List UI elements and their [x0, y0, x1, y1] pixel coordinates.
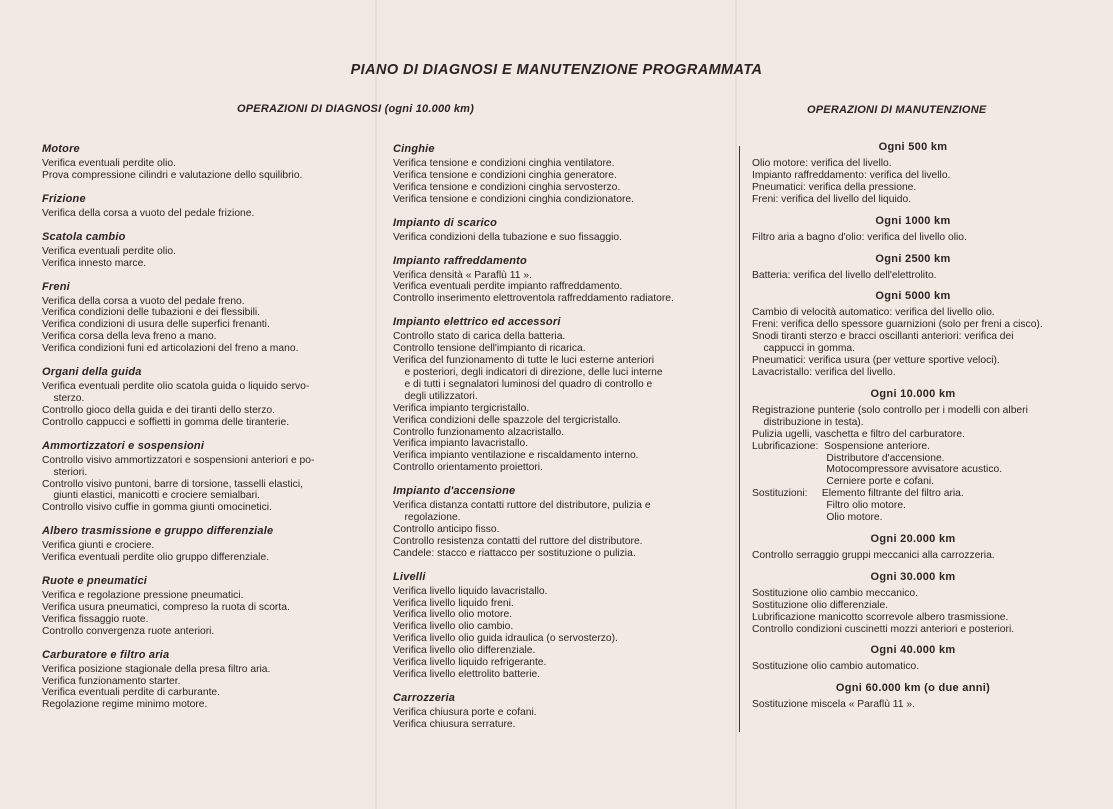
section-line: Verifica chiusura porte e cofani. — [393, 706, 537, 718]
section-line: Sostituzione olio differenziale. — [752, 599, 889, 611]
section-line: Distributore d'accensione. — [752, 452, 945, 464]
section-title: Albero trasmissione e gruppo differenziale — [42, 525, 274, 538]
section-line: Verifica eventuali perdite olio. — [42, 245, 176, 257]
section-title: Impianto di scarico — [393, 216, 498, 229]
section-line: Controllo anticipo fisso. — [393, 523, 500, 535]
maintenance-heading: OPERAZIONI DI MANUTENZIONE — [807, 104, 987, 116]
diagnosis-column-right — [393, 142, 723, 741]
section-line: Verifica eventuali perdite di carburante. — [42, 687, 221, 699]
section-line: Lubrificazione manicotto scorrevole albero trasmissione. — [752, 611, 1009, 623]
section-line: Controllo condizioni cuscinetti mozzi anteriori e posteriori. — [752, 623, 1015, 635]
section — [393, 254, 723, 306]
section-title: Ogni 60.000 km (o due anni) — [835, 682, 991, 695]
section-title: Scatola cambio — [42, 230, 126, 243]
section-line: Olio motore: verifica del livello. — [752, 158, 892, 169]
section-line: Controllo visivo cuffie in gomma giunti omocinetici. — [42, 502, 272, 514]
section-line: Freni: verifica dello spessore guarnizioni (solo per freni a cisco). — [752, 319, 1043, 331]
diagnosis-heading: OPERAZIONI DI DIAGNOSI (ogni 10.000 km) — [237, 103, 475, 115]
section-line: Batteria: verifica del livello dell'elettrolito. — [752, 269, 937, 281]
section-line: Prova compressione cilindri e valutazione dello squilibrio. — [42, 169, 303, 181]
section-line: Controllo tensione dell'impianto di ricarica. — [393, 343, 586, 355]
section-line: Registrazione punterie (solo controllo per i modelli con alberi — [752, 404, 1028, 416]
section-line: Verifica livello liquido refrigerante. — [393, 657, 547, 669]
section-line: sterzo. — [42, 392, 85, 404]
section-line: Verifica condizioni delle spazzole del tergicristallo. — [393, 414, 621, 426]
section-line: Sostituzione olio cambio automatico. — [752, 661, 920, 673]
section-line: Pneumatici: verifica della pressione. — [752, 181, 917, 193]
section-line: Verifica della corsa a vuoto del pedale freno. — [42, 295, 245, 307]
section-title: Impianto elettrico ed accessori — [393, 316, 561, 329]
section-line: Verifica condizioni della tubazione e suo fissaggio. — [393, 231, 622, 243]
section-title: Freni — [42, 280, 70, 293]
section-line: Verifica posizione stagionale della presa filtro aria. — [42, 663, 271, 675]
section-line: Verifica funzionamento starter. — [42, 675, 181, 687]
section-title: Carburatore e filtro aria — [42, 648, 170, 661]
section-title: Ogni 5000 km — [875, 290, 951, 303]
section-line: Controllo convergenza ruote anteriori. — [42, 625, 215, 637]
section-line: Sostituzione olio cambio meccanico. — [752, 587, 918, 599]
section — [752, 387, 1074, 524]
section — [42, 365, 367, 429]
section — [752, 681, 1074, 711]
section-title: Ogni 2500 km — [875, 252, 951, 265]
section-line: e posteriori, degli indicatori di direzione, delle luci interne — [393, 366, 663, 378]
section-line: Verifica eventuali perdite olio. — [42, 158, 176, 169]
section — [42, 439, 367, 515]
section-line: Verifica tensione e condizioni cinghia ventilatore. — [393, 158, 615, 169]
section-line: Verifica della corsa a vuoto del pedale frizione. — [42, 207, 255, 219]
section-line: Verifica distanza contatti ruttore del distributore, pulizia e — [393, 500, 651, 512]
section-line: Pulizia ugelli, vaschetta e filtro del carburatore. — [752, 428, 965, 440]
section — [752, 570, 1074, 636]
section — [42, 230, 367, 270]
section-line: distribuzione in testa). — [752, 416, 864, 428]
section-line: Verifica corsa della leva freno a mano. — [42, 331, 217, 343]
section-title: Cinghie — [393, 143, 435, 155]
section-title: Ogni 500 km — [878, 141, 948, 153]
section — [42, 524, 367, 564]
section — [752, 643, 1074, 673]
section-line: Filtro olio motore. — [752, 500, 906, 512]
section-line: Controllo funzionamento alzacristallo. — [393, 426, 565, 438]
section — [752, 289, 1074, 378]
section — [752, 532, 1074, 562]
section-line: Motocompressore avvisatore acustico. — [752, 464, 1003, 476]
section-line: Controllo serraggio gruppi meccanici alla carrozzeria. — [752, 549, 995, 561]
section-line: e di tutti i segnalatori luminosi del quadro di controllo e — [393, 378, 653, 390]
section — [42, 574, 367, 638]
section-line: Verifica livello olio motore. — [393, 609, 513, 621]
section-line: Impianto raffreddamento: verifica del livello. — [752, 169, 951, 181]
section-line: Filtro aria a bagno d'olio: verifica del livello olio. — [752, 231, 967, 243]
section-line: Controllo cappucci e soffietti in gomma delle tiranterie. — [42, 416, 290, 428]
section — [393, 142, 723, 206]
section-line: Verifica tensione e condizioni cinghia condizionatore. — [393, 193, 634, 205]
section-line: Verifica livello olio differenziale. — [393, 645, 536, 657]
section-line: Olio motore. — [752, 512, 883, 524]
section-line: Sostituzione miscela « Paraflù 11 ». — [752, 699, 915, 711]
section-line: Controllo visivo ammortizzatori e sospensioni anteriori e po- — [42, 454, 315, 466]
section — [393, 570, 723, 681]
section-line: Controllo gioco della guida e dei tiranti dello sterzo. — [42, 404, 275, 416]
section-line: Pneumatici: verifica usura (per vetture sportive veloci). — [752, 355, 1000, 367]
section-line: steriori. — [42, 466, 88, 478]
section-line: Cambio di velocità automatico: verifica del livello olio. — [752, 307, 995, 319]
section — [393, 315, 723, 474]
section-line: Cerniere porte e cofani. — [752, 476, 934, 488]
section-line: Verifica eventuali perdite olio scatola guida o liquido servo- — [42, 381, 310, 393]
section-line: Verifica impianto lavacristallo. — [393, 438, 529, 450]
section-line: Verifica fissaggio ruote. — [42, 613, 149, 625]
section-line: Verifica condizioni delle tubazioni e dei flessibili. — [42, 307, 261, 319]
section-line: giunti elastici, manicotti e crociere semialbari. — [42, 490, 261, 502]
section-line: Candele: stacco e riattacco per sostituzione o pulizia. — [393, 547, 636, 559]
section-line: Sostituzioni: Elemento filtrante del filtro aria. — [752, 488, 964, 500]
section-title: Organi della guida — [42, 366, 142, 379]
section-line: Verifica livello olio cambio. — [393, 621, 514, 633]
section-line: Verifica del funzionamento di tutte le luci esterne anteriori — [393, 355, 655, 367]
section — [393, 691, 723, 731]
section-line: Verifica innesto marce. — [42, 257, 147, 269]
section-line: Snodi tiranti sterzo e bracci oscillanti anteriori: verifica dei — [752, 331, 1014, 343]
section — [752, 214, 1074, 244]
section-line: regolazione. — [393, 512, 461, 524]
section-line: Verifica eventuali perdite olio gruppo differenziale. — [42, 552, 270, 564]
section — [752, 252, 1074, 282]
section-line: Verifica condizioni funi ed articolazioni del freno a mano. — [42, 343, 299, 355]
section-line: degli utilizzatori. — [393, 390, 478, 402]
section-line: Controllo visivo puntoni, barre di torsione, tasselli elastici, — [42, 478, 303, 490]
section — [42, 192, 367, 220]
section-line: Controllo inserimento elettroventola raffreddamento radiatore. — [393, 293, 674, 305]
column-divider — [739, 146, 740, 732]
section — [42, 142, 367, 182]
page-fold-right — [735, 0, 737, 809]
section-title: Ogni 1000 km — [875, 214, 951, 227]
section — [393, 216, 723, 244]
section-line: Controllo resistenza contatti del ruttore del distributore. — [393, 535, 643, 547]
section-title: Impianto raffreddamento — [393, 254, 527, 267]
section — [752, 140, 1074, 206]
page-fold-left — [375, 0, 377, 809]
section-line: Verifica impianto ventilazione e riscaldamento interno. — [393, 450, 639, 462]
section-line: Verifica giunti e crociere. — [42, 540, 155, 552]
section-title: Ogni 40.000 km — [870, 644, 956, 657]
section-title: Ogni 20.000 km — [870, 532, 956, 545]
section-title: Ogni 10.000 km — [870, 387, 956, 400]
section-line: Verifica impianto tergicristallo. — [393, 402, 530, 414]
section-line: Verifica livello olio guida idraulica (o servosterzo). — [393, 633, 618, 645]
section-title: Ruote e pneumatici — [42, 575, 148, 588]
section-line: cappucci in gomma. — [752, 343, 856, 355]
page-title: PIANO DI DIAGNOSI E MANUTENZIONE PROGRAMMATA — [350, 62, 763, 78]
maintenance-column — [752, 140, 1074, 719]
section — [393, 484, 723, 560]
section-line: Verifica usura pneumatici, compreso la ruota di scorta. — [42, 601, 290, 613]
section-title: Ogni 30.000 km — [870, 570, 956, 583]
section-title: Motore — [42, 143, 80, 155]
section-line: Verifica eventuali perdite impianto raffreddamento. — [393, 281, 623, 293]
section-line: Verifica densità « Paraflù 11 ». — [393, 269, 532, 281]
section-line: Verifica livello liquido freni. — [393, 597, 514, 609]
section-line: Regolazione regime minimo motore. — [42, 699, 208, 711]
section-line: Controllo orientamento proiettori. — [393, 462, 543, 474]
section-line: Verifica livello liquido lavacristallo. — [393, 585, 548, 597]
section-title: Impianto d'accensione — [393, 485, 516, 498]
section — [42, 648, 367, 712]
section-title: Livelli — [393, 570, 426, 583]
section-line: Lubrificazione: Sospensione anteriore. — [752, 440, 931, 452]
section-title: Ammortizzatori e sospensioni — [42, 439, 205, 452]
section-line: Verifica condizioni di usura delle superfici frenanti. — [42, 319, 270, 331]
section-line: Controllo stato di carica della batteria. — [393, 331, 566, 343]
section-title: Carrozzeria — [393, 691, 456, 704]
section-line: Verifica e regolazione pressione pneumatici. — [42, 590, 244, 602]
section-line: Freni: verifica del livello del liquido. — [752, 193, 912, 205]
diagnosis-column-left — [42, 142, 367, 721]
section-line: Verifica chiusura serrature. — [393, 718, 516, 730]
section-line: Verifica tensione e condizioni cinghia servosterzo. — [393, 181, 621, 193]
section-line: Verifica tensione e condizioni cinghia generatore. — [393, 169, 617, 181]
section-line: Lavacristallo: verifica del livello. — [752, 366, 896, 378]
section-line: Verifica livello elettrolito batterie. — [393, 669, 541, 680]
section-title: Frizione — [42, 192, 86, 205]
section — [42, 280, 367, 356]
